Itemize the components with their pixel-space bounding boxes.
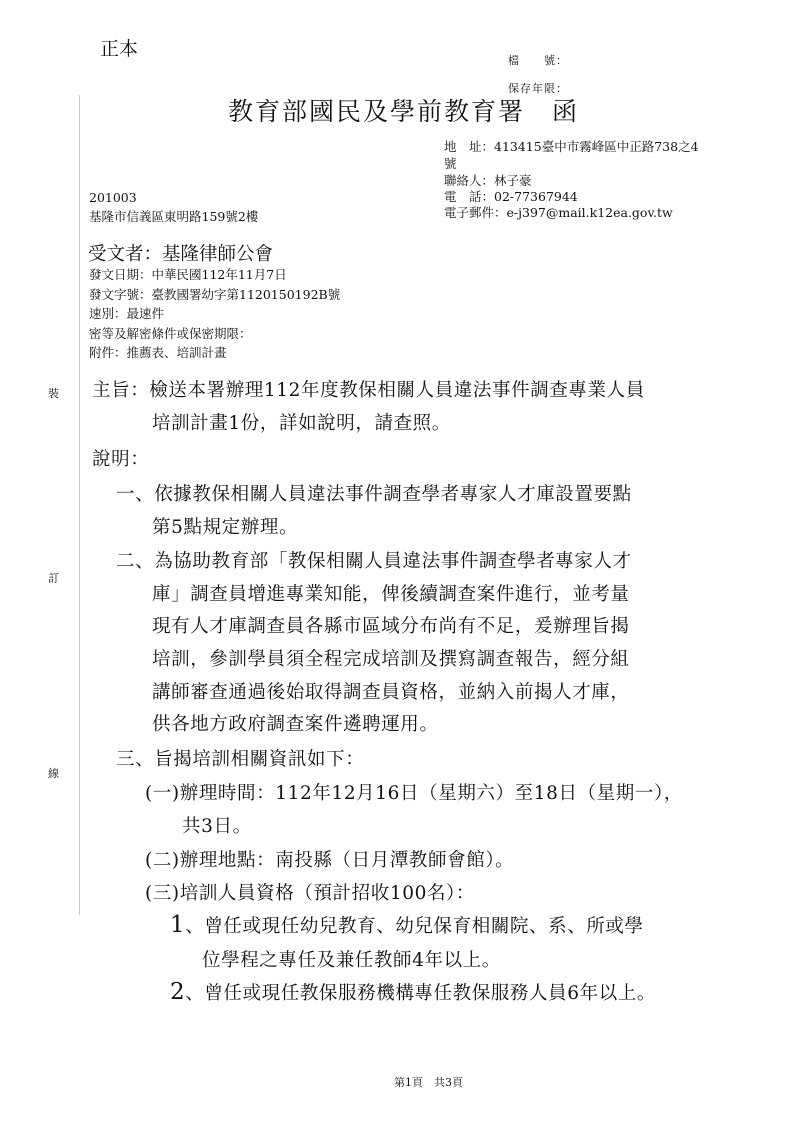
item-2-line-1: 二、為協助教育部「教保相關人員違法事件調查學者專家人才 [116, 551, 632, 572]
qualification-1-text: 、曾任或現任幼兒教育、幼兒保育相關院、系、所或學 [185, 916, 644, 937]
item-3-sub-1-line-2: 共3日。 [182, 816, 252, 837]
contact-email: 電子郵件：e-j397@mail.k12ea.gov.tw [444, 205, 673, 220]
contact-phone: 電 話：02-77367944 [444, 189, 578, 204]
item-1-line-2: 第5點規定辦理。 [152, 517, 299, 538]
item-3-sub-1-line-1: (一)辦理時間：112年12月16日（星期六）至18日（星期一）， [145, 783, 683, 804]
original-copy-stamp: 正本 [100, 38, 139, 60]
sender-address-cont: 號 [444, 156, 457, 171]
document-number: 發文字號：臺教國署幼字第1120150192B號 [89, 287, 341, 302]
qualification-2-number: 2 [170, 979, 186, 1005]
issue-date: 發文日期：中華民國112年11月7日 [89, 267, 287, 282]
delivery-speed: 速別：最速件 [89, 306, 165, 321]
binding-mark-top: 裝 [48, 387, 59, 400]
recipient: 受文者：基隆律師公會 [88, 244, 274, 265]
qualification-2-text: 、曾任或現任教保服務機構專任教保服務人員6年以上。 [185, 983, 657, 1004]
document-title: 教育部國民及學前教育署 函 [228, 97, 580, 126]
file-number-label: 檔 號： [508, 54, 568, 67]
qualification-1-line-1 [170, 912, 644, 938]
subject-line-2: 培訓計畫1份，詳如說明，請查照。 [152, 413, 451, 434]
attachments: 附件：推薦表、培訓計畫 [89, 345, 227, 360]
sender-address: 地 址：413415臺中市霧峰區中正路738之4 [444, 139, 699, 154]
item-3-heading: 三、旨揭培訓相關資訊如下： [116, 749, 365, 770]
retention-period-label: 保存年限： [508, 82, 568, 95]
recipient-postal-code: 201003 [89, 190, 137, 205]
item-1-line-1: 一、依據教保相關人員違法事件調查學者專家人才庫設置要點 [116, 484, 632, 505]
explanation-heading: 說明： [92, 449, 150, 470]
item-2-line-6: 供各地方政府調查案件遴聘運用。 [152, 714, 439, 735]
item-3-sub-2: (二)辦理地點：南投縣（日月潭教師會館）。 [145, 850, 515, 871]
qualification-1-line-2: 位學程之專任及兼任教師4年以上。 [202, 950, 501, 971]
item-2-line-4: 培訓，參訓學員須全程完成培訓及撰寫調查報告，經分組 [152, 649, 630, 670]
binding-mark-bottom: 線 [48, 767, 59, 780]
secrecy-level: 密等及解密條件或保密期限： [89, 326, 252, 341]
item-2-line-2: 庫」調查員增進專業知能，俾後續調查案件進行，並考量 [152, 584, 630, 605]
subject-line-1: 主旨：檢送本署辦理112年度教保相關人員違法事件調查專業人員 [92, 380, 645, 401]
page-number: 第1頁 共3頁 [394, 1076, 463, 1089]
recipient-street-address: 基隆市信義區東明路159號2樓 [89, 209, 259, 224]
item-2-line-3: 現有人才庫調查員各縣市區域分布尚有不足，爰辦理旨揭 [152, 616, 630, 637]
binding-mark-middle: 訂 [48, 572, 59, 585]
binding-line [79, 95, 80, 915]
qualification-2-line-1 [170, 979, 656, 1005]
contact-person: 聯絡人：林子豪 [444, 173, 532, 188]
qualification-1-number: 1 [170, 912, 186, 938]
item-2-line-5: 講師審查通過後始取得調查員資格，並納入前揭人才庫， [152, 682, 630, 703]
item-3-sub-3-heading: (三)培訓人員資格（預計招收100名）： [145, 883, 475, 904]
